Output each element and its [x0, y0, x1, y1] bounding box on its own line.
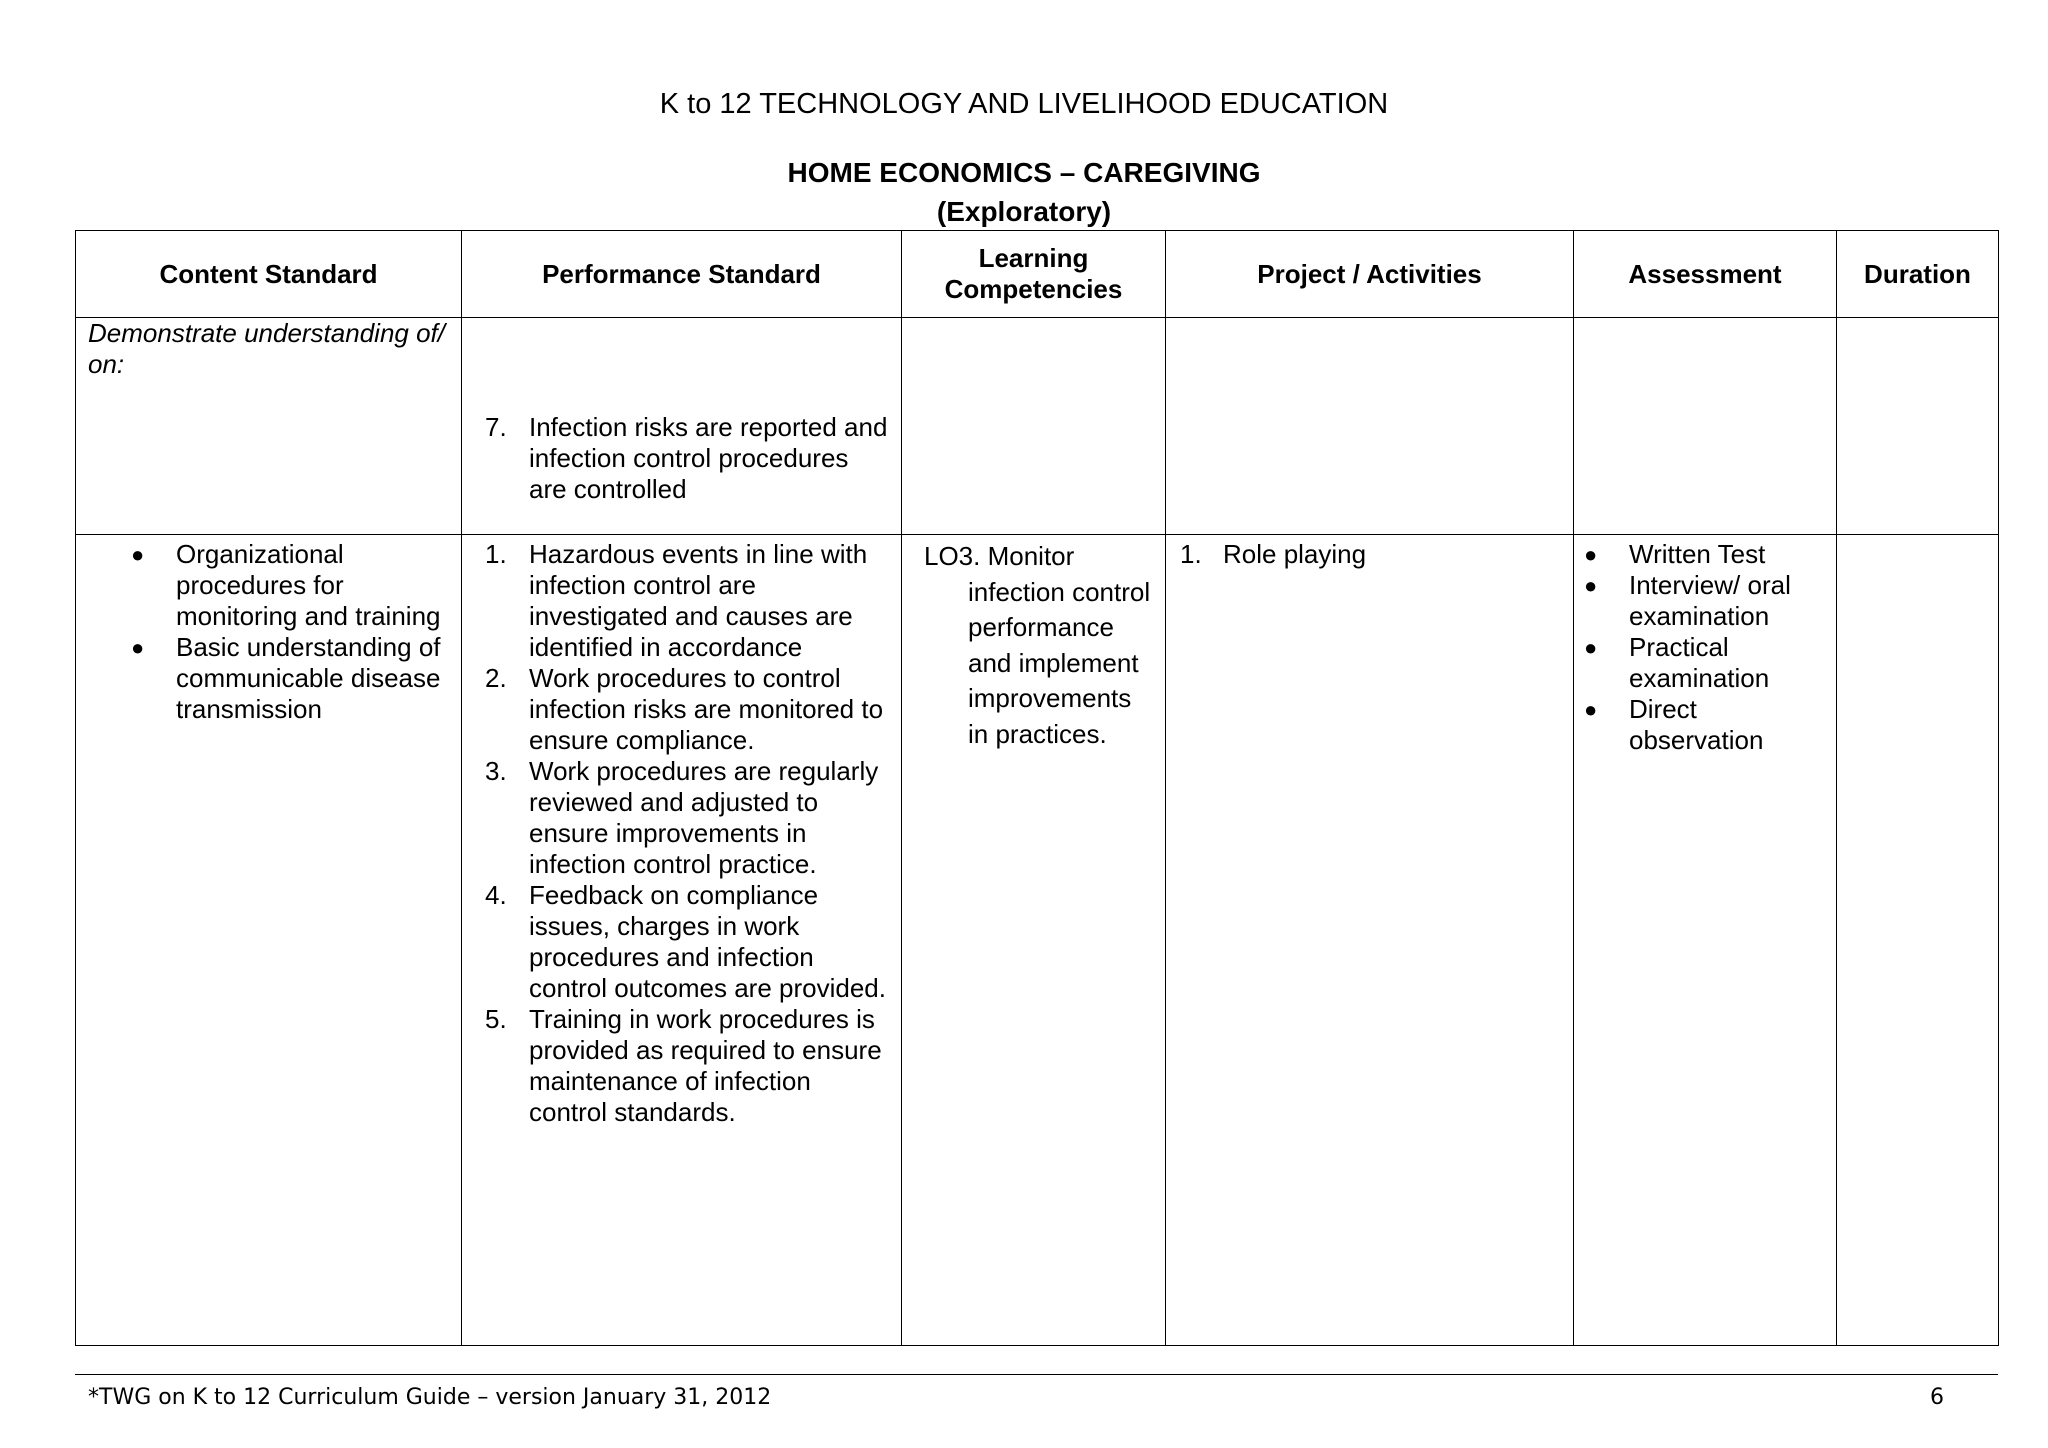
footer-version-note: *TWG on K to 12 Curriculum Guide – version January 31, 2012: [88, 1385, 772, 1410]
assessment-list: [1574, 539, 1836, 756]
list-item: [1574, 694, 1836, 756]
header-project-activities: Project / Activities: [1166, 231, 1574, 318]
cell-learning-competencies: [902, 535, 1166, 1346]
item-text: Practical examination: [1629, 632, 1770, 693]
cell-performance-standard: [462, 318, 902, 535]
cell-project-activities: [1166, 535, 1574, 1346]
bullet-icon: ●: [131, 635, 145, 660]
bullet-icon: ●: [1584, 697, 1598, 722]
item-text: Training in work procedures is provided as required to ensure maintenance of infection control standards.: [529, 1004, 882, 1127]
list-item: [462, 539, 901, 663]
bullet-icon: ●: [131, 542, 145, 567]
cell-project-activities: [1166, 318, 1574, 535]
content-intro: Demonstrate understanding of/ on:: [88, 318, 445, 379]
header-learning-competencies: [902, 231, 1166, 318]
item-text: Work procedures to control infection risks are monitored to ensure compliance.: [529, 663, 884, 755]
document-title: K to 12 TECHNOLOGY AND LIVELIHOOD EDUCATION: [659, 88, 1389, 120]
header-content-standard: Content Standard: [76, 231, 462, 318]
list-item: [462, 756, 901, 880]
cell-assessment: [1574, 318, 1837, 535]
item-number: 2.: [485, 663, 507, 693]
performance-list: [462, 539, 901, 1128]
cell-content-standard: [76, 535, 462, 1346]
cell-assessment: [1574, 535, 1837, 1346]
item-text: Written Test: [1629, 539, 1766, 569]
item-text: Organizational procedures for monitoring and training: [176, 539, 441, 631]
item-text: Infection risks are reported and infection control procedures are controlled: [529, 412, 888, 504]
list-item: [462, 1004, 901, 1128]
header-performance-standard: Performance Standard: [462, 231, 902, 318]
item-text: Direct observation: [1629, 694, 1764, 755]
list-item: [462, 412, 901, 505]
list-item: [1166, 539, 1573, 570]
activities-list: [1166, 539, 1573, 570]
subtitle-line-2: (Exploratory): [936, 196, 1112, 227]
item-number: 1.: [1180, 539, 1202, 569]
item-text: Basic understanding of communicable disease transmission: [176, 632, 441, 724]
item-number: 3.: [485, 756, 507, 786]
table-header-row: [76, 231, 1999, 318]
item-text: Feedback on compliance issues, charges in work procedures and infection control outcomes are provided.: [529, 880, 886, 1003]
header-learning-competencies-line2: Competencies: [944, 274, 1123, 304]
cell-content-standard: [76, 318, 462, 535]
list-item: [462, 880, 901, 1004]
item-text: Work procedures are regularly reviewed and adjusted to ensure improvements in infection control practice.: [529, 756, 879, 879]
cell-performance-standard: [462, 535, 902, 1346]
list-item: [462, 663, 901, 756]
page-number: 6: [1930, 1385, 1944, 1410]
curriculum-table: [75, 230, 1999, 1346]
table-row: [76, 535, 1999, 1346]
item-number: 4.: [485, 880, 507, 910]
table-row: [76, 318, 1999, 535]
footer-divider: [75, 1374, 1998, 1375]
cell-duration: [1837, 318, 1999, 535]
item-text: Role playing: [1223, 539, 1367, 569]
cell-duration: [1837, 535, 1999, 1346]
header-duration: Duration: [1837, 231, 1999, 318]
header-learning-competencies-line1: Learning: [978, 243, 1089, 273]
cell-learning-competencies: [902, 318, 1166, 535]
list-item: [1574, 632, 1836, 694]
bullet-icon: ●: [1584, 635, 1598, 660]
item-text: Interview/ oral examination: [1629, 570, 1791, 631]
item-number: 7.: [485, 412, 507, 442]
bullet-icon: ●: [1584, 542, 1598, 567]
item-number: 1.: [485, 539, 507, 569]
performance-list: [462, 412, 901, 505]
list-item: [1574, 570, 1836, 632]
content-list: [76, 539, 461, 725]
list-item: [76, 632, 461, 725]
bullet-icon: ●: [1584, 573, 1598, 598]
document-subtitle: [0, 153, 2048, 231]
item-number: 5.: [485, 1004, 507, 1034]
header-assessment: Assessment: [1574, 231, 1837, 318]
list-item: [1574, 539, 1836, 570]
learning-competency-text: LO3. Monitor infection control performance and implement improvements in practices.: [924, 541, 1151, 749]
learning-competency: [902, 539, 1165, 753]
list-item: [76, 539, 461, 632]
subtitle-line-1: HOME ECONOMICS – CAREGIVING: [787, 157, 1261, 188]
item-text: Hazardous events in line with infection control are investigated and causes are identified in accordance: [529, 539, 868, 662]
